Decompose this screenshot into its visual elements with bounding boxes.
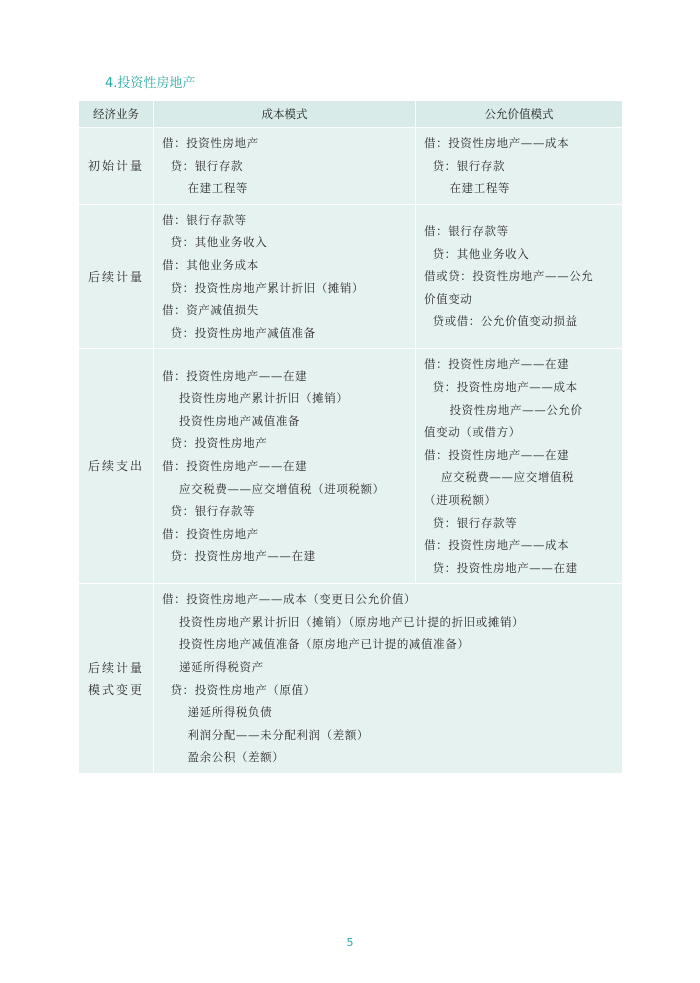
entry-line: 借：其他业务成本 bbox=[162, 257, 259, 272]
entry-line: 借：投资性房地产——成本（变更日公允价值） bbox=[162, 592, 417, 607]
entry-line: 应交税费——应交增值税（进项税额） bbox=[162, 481, 385, 496]
header-cost-model: 成本模式 bbox=[154, 101, 416, 128]
row-label-subsequent-expenditure: 后续支出 bbox=[79, 349, 154, 584]
entry-line: 贷：银行存款 bbox=[424, 158, 506, 173]
entry-line: 借：银行存款等 bbox=[162, 212, 247, 227]
page-number: 5 bbox=[346, 936, 354, 949]
entry-line: 贷：银行存款等 bbox=[424, 515, 518, 530]
row-label-model-change: 后续计量 模式变更 bbox=[79, 584, 154, 774]
entry-line: 投资性房地产减值准备 bbox=[162, 413, 301, 428]
entry-line: 借：投资性房地产 bbox=[162, 526, 259, 541]
entry-line: 投资性房地产——公允价 bbox=[424, 402, 583, 417]
table-row bbox=[79, 349, 623, 584]
entry-line: 借：投资性房地产——在建 bbox=[162, 368, 308, 383]
table-row bbox=[79, 204, 623, 349]
table-header-row bbox=[79, 101, 623, 128]
entry-line: 贷：银行存款等 bbox=[162, 504, 256, 519]
entry-line: 贷：投资性房地产——成本 bbox=[424, 379, 578, 394]
entry-line: 贷：投资性房地产 bbox=[162, 436, 268, 451]
entry-line: 贷：银行存款 bbox=[162, 158, 244, 173]
entry-line: 贷：投资性房地产累计折旧（摊销） bbox=[162, 280, 365, 295]
merged-entry-model-change bbox=[154, 584, 623, 774]
entry-line: 贷或借：公允价值变动损益 bbox=[424, 314, 578, 329]
entry-line: 递延所得税负债 bbox=[162, 705, 273, 720]
entry-line: 利润分配——未分配利润（差额） bbox=[162, 727, 370, 742]
entry-line: 价值变动 bbox=[424, 291, 473, 306]
entry-line: 投资性房地产减值准备（原房地产已计提的减值准备） bbox=[162, 637, 470, 652]
cost-entry-subsequent-expenditure bbox=[154, 349, 416, 584]
entry-line: 借：投资性房地产——成本 bbox=[424, 538, 570, 553]
header-business: 经济业务 bbox=[79, 101, 154, 128]
entry-line: 值变动（或借方） bbox=[424, 425, 521, 440]
fair-entry-subsequent-expenditure bbox=[416, 349, 623, 584]
entry-line: 贷：投资性房地产减值准备 bbox=[162, 325, 316, 340]
entry-line: 借：银行存款等 bbox=[424, 224, 509, 239]
entry-line: 在建工程等 bbox=[162, 181, 249, 196]
entry-line: 借：投资性房地产——在建 bbox=[424, 447, 570, 462]
entry-line: 投资性房地产累计折旧（摊销）（原房地产已计提的折旧或摊销） bbox=[162, 614, 525, 629]
section-title: 4.投资性房地产 bbox=[105, 76, 196, 91]
entry-line: 借：投资性房地产——在建 bbox=[162, 459, 308, 474]
entry-line: 借：投资性房地产——在建 bbox=[424, 357, 570, 372]
cost-entry-subsequent-measurement bbox=[154, 204, 416, 349]
entry-line: 递延所得税资产 bbox=[162, 660, 264, 675]
entry-line: 贷：其他业务收入 bbox=[162, 235, 268, 250]
fair-entry-subsequent-measurement bbox=[416, 204, 623, 349]
cost-entry-initial bbox=[154, 128, 416, 205]
entry-line: 应交税费——应交增值税 bbox=[424, 470, 575, 485]
fair-entry-initial bbox=[416, 128, 623, 205]
investment-property-table bbox=[78, 100, 623, 774]
row-label-initial: 初始计量 bbox=[79, 128, 154, 205]
entry-line: 借：投资性房地产——成本 bbox=[424, 136, 570, 150]
entry-line: 贷：投资性房地产——在建 bbox=[162, 549, 316, 564]
entry-line: 借：资产减值损失 bbox=[162, 303, 259, 318]
entry-line: 贷：其他业务收入 bbox=[424, 246, 530, 261]
entry-line: 贷：投资性房地产（原值） bbox=[162, 682, 316, 697]
table-row bbox=[79, 584, 623, 774]
entry-line: 投资性房地产累计折旧（摊销） bbox=[162, 391, 349, 406]
row-label-subsequent-measurement: 后续计量 bbox=[79, 204, 154, 349]
table-row bbox=[79, 128, 623, 205]
entry-line: 盈余公积（差额） bbox=[162, 750, 285, 765]
entry-line: 贷：投资性房地产——在建 bbox=[424, 560, 578, 575]
header-fair-value-model: 公允价值模式 bbox=[416, 101, 623, 128]
entry-line: 借：投资性房地产 bbox=[162, 136, 259, 150]
entry-line: 借或贷：投资性房地产——公允 bbox=[424, 269, 594, 284]
entry-line: （进项税额） bbox=[424, 492, 497, 507]
entry-line: 在建工程等 bbox=[424, 181, 511, 196]
